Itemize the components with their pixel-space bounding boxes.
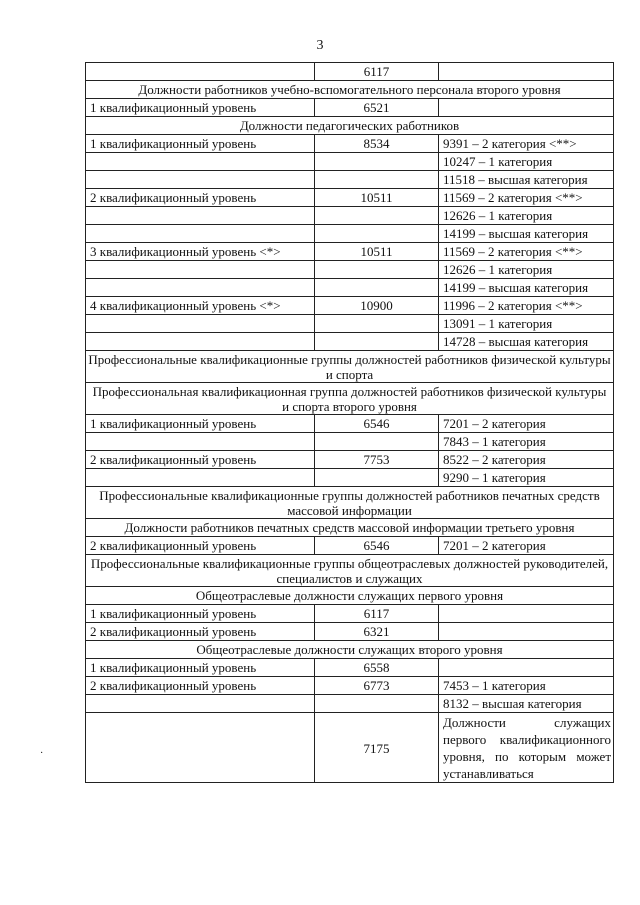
category-cell (439, 623, 614, 641)
table-row (86, 659, 614, 677)
section-header: Должности педагогических работников (86, 117, 614, 135)
category-cell (439, 99, 614, 117)
category-cell: 7843 – 1 категория (439, 433, 614, 451)
qualification-level-cell: 1 квалификационный уровень (86, 605, 315, 623)
section-header: Должности работников печатных средств массовой информации третьего уровня (86, 519, 614, 537)
table-row (86, 605, 614, 623)
section-header-row (86, 487, 614, 519)
qualification-level-cell (86, 333, 315, 351)
category-cell: 10247 – 1 категория (439, 153, 614, 171)
base-salary-cell: 6521 (315, 99, 439, 117)
qualification-level-cell: 2 квалификационный уровень (86, 677, 315, 695)
base-salary-cell: 6117 (315, 63, 439, 81)
table-row (86, 261, 614, 279)
qualification-level-cell: 3 квалификационный уровень <*> (86, 243, 315, 261)
base-salary-cell: 6773 (315, 677, 439, 695)
category-cell: 7201 – 2 категория (439, 537, 614, 555)
qualification-level-cell (86, 315, 315, 333)
qualification-level-cell (86, 695, 315, 713)
table-row (86, 451, 614, 469)
category-cell: 8132 – высшая категория (439, 695, 614, 713)
category-cell: 11996 – 2 категория <**> (439, 297, 614, 315)
table-row (86, 99, 614, 117)
category-cell (439, 659, 614, 677)
category-cell: 12626 – 1 категория (439, 207, 614, 225)
qualification-level-cell: 1 квалификационный уровень (86, 99, 315, 117)
section-header-row (86, 555, 614, 587)
table-row (86, 537, 614, 555)
table-row (86, 63, 614, 81)
base-salary-cell (315, 433, 439, 451)
base-salary-cell: 7175 (315, 713, 439, 783)
table-row (86, 315, 614, 333)
qualification-level-cell: 1 квалификационный уровень (86, 415, 315, 433)
qualification-level-cell (86, 261, 315, 279)
base-salary-cell: 10511 (315, 189, 439, 207)
base-salary-cell (315, 225, 439, 243)
page-number: 3 (316, 38, 324, 53)
section-header: Профессиональные квалификационные группы должностей работников физической культуры и спорта (86, 351, 614, 383)
section-header-row (86, 587, 614, 605)
section-header-row (86, 519, 614, 537)
section-header: Профессиональная квалификационная группа должностей работников физической культуры и спорта второго уровня (86, 383, 614, 415)
qualification-level-cell (86, 225, 315, 243)
category-cell: 14199 – высшая категория (439, 225, 614, 243)
table-row (86, 695, 614, 713)
qualification-level-cell: 2 квалификационный уровень (86, 537, 315, 555)
qualification-level-cell (86, 279, 315, 297)
qualification-level-cell (86, 207, 315, 225)
base-salary-cell (315, 333, 439, 351)
section-header-row (86, 641, 614, 659)
section-header-row (86, 383, 614, 415)
qualification-level-cell: 4 квалификационный уровень <*> (86, 297, 315, 315)
category-cell: 13091 – 1 категория (439, 315, 614, 333)
qualification-level-cell (86, 713, 315, 783)
base-salary-cell (315, 153, 439, 171)
table-row (86, 153, 614, 171)
category-cell (439, 605, 614, 623)
category-cell: 14728 – высшая категория (439, 333, 614, 351)
table-row (86, 243, 614, 261)
qualification-level-cell: 2 квалификационный уровень (86, 451, 315, 469)
base-salary-cell: 10900 (315, 297, 439, 315)
table-row (86, 171, 614, 189)
qualification-level-cell: 2 квалификационный уровень (86, 623, 315, 641)
section-header: Профессиональные квалификационные группы общеотраслевых должностей руководителей, специалистов и служащих (86, 555, 614, 587)
base-salary-cell: 6558 (315, 659, 439, 677)
base-salary-cell: 6546 (315, 415, 439, 433)
section-header: Общеотраслевые должности служащих первого уровня (86, 587, 614, 605)
table-row (86, 333, 614, 351)
qualification-level-cell (86, 469, 315, 487)
category-cell: 9290 – 1 категория (439, 469, 614, 487)
category-cell: 11518 – высшая категория (439, 171, 614, 189)
table-row (86, 207, 614, 225)
qualification-level-cell: 1 квалификационный уровень (86, 659, 315, 677)
table-row (86, 677, 614, 695)
table-row (86, 135, 614, 153)
qualification-level-cell (86, 433, 315, 451)
qualification-level-cell (86, 153, 315, 171)
base-salary-cell (315, 315, 439, 333)
category-cell: 11569 – 2 категория <**> (439, 189, 614, 207)
category-cell: 14199 – высшая категория (439, 279, 614, 297)
section-header-row (86, 117, 614, 135)
table-row (86, 189, 614, 207)
base-salary-cell (315, 469, 439, 487)
base-salary-cell: 7753 (315, 451, 439, 469)
section-header: Профессиональные квалификационные группы должностей работников печатных средств массовой информации (86, 487, 614, 519)
salary-table (85, 62, 614, 783)
base-salary-cell: 10511 (315, 243, 439, 261)
base-salary-cell (315, 171, 439, 189)
category-cell: Должности служащих первого квалификационного уровня, по которым может устанавливаться (439, 713, 614, 783)
base-salary-cell: 6117 (315, 605, 439, 623)
category-cell: 9391 – 2 категория <**> (439, 135, 614, 153)
qualification-level-cell: 1 квалификационный уровень (86, 135, 315, 153)
base-salary-cell: 6546 (315, 537, 439, 555)
category-cell: 12626 – 1 категория (439, 261, 614, 279)
category-cell: 7201 – 2 категория (439, 415, 614, 433)
base-salary-cell (315, 207, 439, 225)
qualification-level-cell (86, 171, 315, 189)
base-salary-cell: 8534 (315, 135, 439, 153)
table-row (86, 433, 614, 451)
qualification-level-cell: 2 квалификационный уровень (86, 189, 315, 207)
table-row (86, 297, 614, 315)
base-salary-cell (315, 279, 439, 297)
table-row (86, 713, 614, 783)
table-row (86, 623, 614, 641)
category-cell: 7453 – 1 категория (439, 677, 614, 695)
base-salary-cell: 6321 (315, 623, 439, 641)
qualification-level-cell (86, 63, 315, 81)
table-row (86, 279, 614, 297)
section-header-row (86, 81, 614, 99)
table-row (86, 469, 614, 487)
margin-mark: · (40, 748, 44, 759)
base-salary-cell (315, 695, 439, 713)
table-row (86, 415, 614, 433)
section-header: Общеотраслевые должности служащих второго уровня (86, 641, 614, 659)
section-header-row (86, 351, 614, 383)
category-cell: 8522 – 2 категория (439, 451, 614, 469)
category-cell (439, 63, 614, 81)
table-row (86, 225, 614, 243)
section-header: Должности работников учебно-вспомогательного персонала второго уровня (86, 81, 614, 99)
base-salary-cell (315, 261, 439, 279)
category-cell: 11569 – 2 категория <**> (439, 243, 614, 261)
